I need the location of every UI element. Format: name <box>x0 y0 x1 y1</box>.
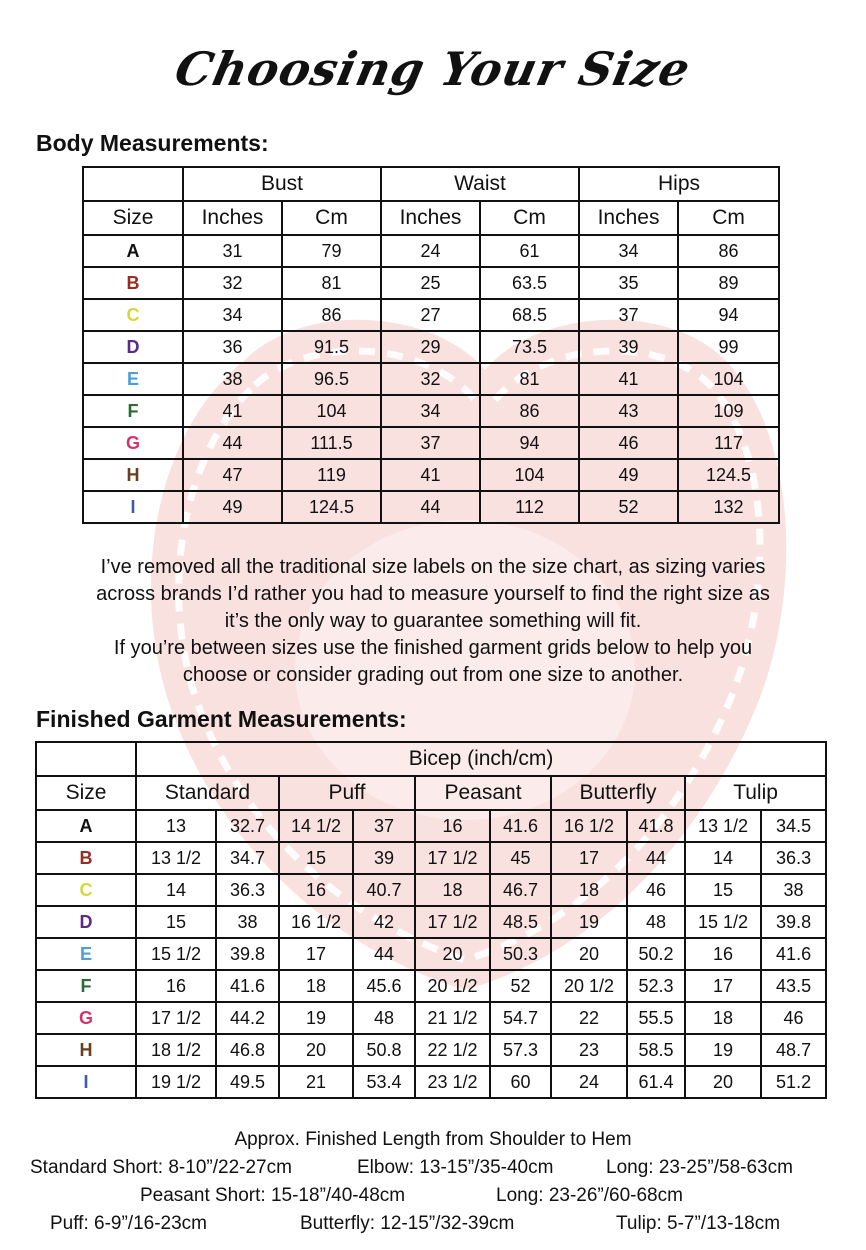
body-unit-header-row <box>83 201 779 235</box>
measurement-cell: 81 <box>480 363 579 395</box>
measurement-cell: 124.5 <box>282 491 381 523</box>
measurement-cell: 14 1/2 <box>279 810 353 842</box>
size-letter: D <box>36 906 136 938</box>
blank-corner-cell <box>83 167 183 201</box>
measurement-cell: 86 <box>480 395 579 427</box>
note-line: across brands I’d rather you had to measure yourself to find the right size as <box>96 583 770 605</box>
measurement-cell: 54.7 <box>490 1002 551 1034</box>
size-letter: I <box>83 491 183 523</box>
body-measurement-row <box>83 395 779 427</box>
measurement-cell: 58.5 <box>627 1034 685 1066</box>
measurement-cell: 44 <box>183 427 282 459</box>
measurement-cell: 55.5 <box>627 1002 685 1034</box>
size-letter: H <box>83 459 183 491</box>
peasant-short-length: Peasant Short: 15-18”/40-48cm <box>140 1185 406 1206</box>
measurement-cell: 50.2 <box>627 938 685 970</box>
measurement-cell: 18 1/2 <box>136 1034 216 1066</box>
measurement-cell: 52 <box>579 491 678 523</box>
body-measurement-row <box>83 235 779 267</box>
measurement-cell: 19 1/2 <box>136 1066 216 1098</box>
size-header: Size <box>36 776 136 810</box>
measurement-cell: 34 <box>381 395 480 427</box>
measurement-cell: 15 <box>685 874 761 906</box>
measurement-cell: 18 <box>551 874 627 906</box>
measurement-cell: 48.7 <box>761 1034 826 1066</box>
measurement-cell: 20 <box>551 938 627 970</box>
garment-measurement-row <box>36 874 826 906</box>
garment-measurement-row <box>36 970 826 1002</box>
puff-length: Puff: 6-9”/16-23cm <box>50 1213 208 1234</box>
measurement-cell: 19 <box>279 1002 353 1034</box>
measurement-cell: 15 <box>136 906 216 938</box>
style-header-standard: Standard <box>136 776 279 810</box>
measurement-cell: 22 1/2 <box>415 1034 490 1066</box>
measurement-cell: 18 <box>415 874 490 906</box>
body-measurement-row <box>83 331 779 363</box>
measurement-cell: 89 <box>678 267 779 299</box>
measurement-cell: 17 1/2 <box>136 1002 216 1034</box>
measurement-cell: 46.7 <box>490 874 551 906</box>
measurement-cell: 36.3 <box>761 842 826 874</box>
measurement-cell: 44.2 <box>216 1002 279 1034</box>
measurement-cell: 37 <box>353 810 415 842</box>
measurement-cell: 17 <box>279 938 353 970</box>
measurement-cell: 132 <box>678 491 779 523</box>
measurement-cell: 57.3 <box>490 1034 551 1066</box>
measurement-cell: 86 <box>678 235 779 267</box>
measurement-cell: 117 <box>678 427 779 459</box>
measurement-cell: 14 <box>136 874 216 906</box>
measurement-cell: 45.6 <box>353 970 415 1002</box>
style-header-row <box>36 776 826 810</box>
measurement-cell: 44 <box>353 938 415 970</box>
measurement-cell: 16 <box>136 970 216 1002</box>
measurement-cell: 39 <box>353 842 415 874</box>
measurement-cell: 73.5 <box>480 331 579 363</box>
measurement-cell: 48.5 <box>490 906 551 938</box>
measurement-cell: 63.5 <box>480 267 579 299</box>
size-letter: C <box>83 299 183 331</box>
measurement-cell: 86 <box>282 299 381 331</box>
size-letter: B <box>83 267 183 299</box>
unit-header: Inches <box>381 201 480 235</box>
bicep-header-row <box>36 742 826 776</box>
measurement-cell: 49.5 <box>216 1066 279 1098</box>
measurement-cell: 20 <box>685 1066 761 1098</box>
garment-measurement-row <box>36 938 826 970</box>
measurement-cell: 39 <box>579 331 678 363</box>
measurement-cell: 36 <box>183 331 282 363</box>
measurement-cell: 43 <box>579 395 678 427</box>
standard-short-length: Standard Short: 8-10”/22-27cm <box>30 1157 292 1178</box>
measurement-cell: 37 <box>579 299 678 331</box>
measurement-cell: 38 <box>761 874 826 906</box>
measurement-cell: 119 <box>282 459 381 491</box>
peasant-lengths-line <box>0 1182 866 1210</box>
measurement-cell: 104 <box>480 459 579 491</box>
measurement-cell: 50.8 <box>353 1034 415 1066</box>
size-letter: A <box>83 235 183 267</box>
measurement-cell: 20 1/2 <box>415 970 490 1002</box>
measurement-cell: 15 <box>279 842 353 874</box>
measurement-cell: 104 <box>282 395 381 427</box>
unit-header: Inches <box>579 201 678 235</box>
measurement-cell: 24 <box>551 1066 627 1098</box>
body-group-header-row <box>83 167 779 201</box>
measurement-cell: 16 <box>685 938 761 970</box>
size-letter: C <box>36 874 136 906</box>
note-line: I’ve removed all the traditional size labels on the size chart, as sizing varies <box>100 556 766 578</box>
other-lengths-line <box>0 1210 866 1238</box>
measurement-cell: 41 <box>183 395 282 427</box>
measurement-cell: 49 <box>183 491 282 523</box>
measurement-cell: 18 <box>279 970 353 1002</box>
size-letter: H <box>36 1034 136 1066</box>
sizing-notes <box>20 554 846 689</box>
measurement-cell: 36.3 <box>216 874 279 906</box>
body-measurement-row <box>83 363 779 395</box>
measurement-cell: 16 1/2 <box>279 906 353 938</box>
measurement-cell: 16 <box>415 810 490 842</box>
body-measurements-table <box>82 166 780 524</box>
measurement-cell: 40.7 <box>353 874 415 906</box>
body-measurement-row <box>83 267 779 299</box>
measurement-cell: 94 <box>678 299 779 331</box>
measurement-cell: 41.8 <box>627 810 685 842</box>
measurement-cell: 48 <box>353 1002 415 1034</box>
standard-long-length: Long: 23-25”/58-63cm <box>606 1157 793 1178</box>
measurement-cell: 13 1/2 <box>136 842 216 874</box>
measurement-cell: 17 <box>685 970 761 1002</box>
unit-header: Cm <box>678 201 779 235</box>
measurement-cell: 39.8 <box>761 906 826 938</box>
body-measurement-row <box>83 459 779 491</box>
measurement-cell: 41 <box>579 363 678 395</box>
measurement-cell: 20 <box>279 1034 353 1066</box>
size-letter: E <box>36 938 136 970</box>
measurement-cell: 23 <box>551 1034 627 1066</box>
measurement-cell: 46.8 <box>216 1034 279 1066</box>
peasant-long-length: Long: 23-26”/60-68cm <box>496 1185 683 1206</box>
measurement-cell: 109 <box>678 395 779 427</box>
measurement-cell: 41.6 <box>216 970 279 1002</box>
measurement-cell: 31 <box>183 235 282 267</box>
size-letter: I <box>36 1066 136 1098</box>
measurement-cell: 44 <box>381 491 480 523</box>
measurement-cell: 48 <box>627 906 685 938</box>
style-header-tulip: Tulip <box>685 776 826 810</box>
measurement-cell: 46 <box>761 1002 826 1034</box>
measurement-cell: 79 <box>282 235 381 267</box>
measurement-cell: 94 <box>480 427 579 459</box>
measurement-cell: 32 <box>381 363 480 395</box>
page-title: Choosing Your Size <box>170 42 696 96</box>
measurement-cell: 38 <box>216 906 279 938</box>
measurement-cell: 68.5 <box>480 299 579 331</box>
size-letter: D <box>83 331 183 363</box>
measurement-cell: 42 <box>353 906 415 938</box>
measurement-cell: 111.5 <box>282 427 381 459</box>
measurement-cell: 52.3 <box>627 970 685 1002</box>
measurement-cell: 20 <box>415 938 490 970</box>
finished-lengths <box>0 1126 866 1238</box>
measurement-cell: 104 <box>678 363 779 395</box>
measurement-cell: 43.5 <box>761 970 826 1002</box>
garment-measurement-row <box>36 1066 826 1098</box>
bust-header: Bust <box>183 167 381 201</box>
garment-measurement-row <box>36 810 826 842</box>
size-header: Size <box>83 201 183 235</box>
measurement-cell: 23 1/2 <box>415 1066 490 1098</box>
measurement-cell: 14 <box>685 842 761 874</box>
body-measurement-row <box>83 427 779 459</box>
standard-elbow-length: Elbow: 13-15”/35-40cm <box>357 1157 554 1178</box>
measurement-cell: 21 <box>279 1066 353 1098</box>
note-line: If you’re between sizes use the finished garment grids below to help you <box>113 637 753 659</box>
measurement-cell: 37 <box>381 427 480 459</box>
body-measurement-row <box>83 299 779 331</box>
size-letter: A <box>36 810 136 842</box>
measurement-cell: 44 <box>627 842 685 874</box>
measurement-cell: 19 <box>685 1034 761 1066</box>
measurement-cell: 41.6 <box>761 938 826 970</box>
measurement-cell: 24 <box>381 235 480 267</box>
measurement-cell: 27 <box>381 299 480 331</box>
measurement-cell: 34 <box>183 299 282 331</box>
garment-measurement-row <box>36 1002 826 1034</box>
measurement-cell: 13 1/2 <box>685 810 761 842</box>
measurement-cell: 39.8 <box>216 938 279 970</box>
size-letter: F <box>83 395 183 427</box>
measurement-cell: 52 <box>490 970 551 1002</box>
tulip-length: Tulip: 5-7”/13-18cm <box>616 1213 781 1234</box>
measurement-cell: 41.6 <box>490 810 551 842</box>
measurement-cell: 91.5 <box>282 331 381 363</box>
measurement-cell: 22 <box>551 1002 627 1034</box>
measurement-cell: 38 <box>183 363 282 395</box>
garment-measurement-row <box>36 906 826 938</box>
measurement-cell: 32 <box>183 267 282 299</box>
finished-garment-table <box>35 741 827 1099</box>
measurement-cell: 17 1/2 <box>415 842 490 874</box>
measurement-cell: 51.2 <box>761 1066 826 1098</box>
unit-header: Cm <box>282 201 381 235</box>
size-letter: E <box>83 363 183 395</box>
measurement-cell: 49 <box>579 459 678 491</box>
measurement-cell: 53.4 <box>353 1066 415 1098</box>
bicep-header: Bicep (inch/cm) <box>136 742 826 776</box>
body-measurement-row <box>83 491 779 523</box>
finished-garment-heading: Finished Garment Measurements: <box>36 706 407 732</box>
standard-lengths-line <box>0 1154 866 1182</box>
size-letter: G <box>83 427 183 459</box>
unit-header: Inches <box>183 201 282 235</box>
measurement-cell: 46 <box>579 427 678 459</box>
measurement-cell: 16 <box>279 874 353 906</box>
garment-measurement-row <box>36 1034 826 1066</box>
body-measurements-heading: Body Measurements: <box>36 130 269 156</box>
measurement-cell: 81 <box>282 267 381 299</box>
measurement-cell: 47 <box>183 459 282 491</box>
style-header-puff: Puff <box>279 776 415 810</box>
measurement-cell: 20 1/2 <box>551 970 627 1002</box>
measurement-cell: 50.3 <box>490 938 551 970</box>
measurement-cell: 46 <box>627 874 685 906</box>
waist-header: Waist <box>381 167 579 201</box>
measurement-cell: 61 <box>480 235 579 267</box>
measurement-cell: 45 <box>490 842 551 874</box>
measurement-cell: 15 1/2 <box>136 938 216 970</box>
measurement-cell: 17 1/2 <box>415 906 490 938</box>
measurement-cell: 13 <box>136 810 216 842</box>
measurement-cell: 34.5 <box>761 810 826 842</box>
measurement-cell: 60 <box>490 1066 551 1098</box>
size-letter: G <box>36 1002 136 1034</box>
lengths-title-line <box>0 1126 866 1154</box>
measurement-cell: 99 <box>678 331 779 363</box>
measurement-cell: 21 1/2 <box>415 1002 490 1034</box>
blank-corner-cell <box>36 742 136 776</box>
measurement-cell: 112 <box>480 491 579 523</box>
size-letter: F <box>36 970 136 1002</box>
measurement-cell: 61.4 <box>627 1066 685 1098</box>
style-header-peasant: Peasant <box>415 776 551 810</box>
style-header-butterfly: Butterfly <box>551 776 685 810</box>
lengths-title: Approx. Finished Length from Shoulder to Hem <box>234 1129 632 1150</box>
measurement-cell: 19 <box>551 906 627 938</box>
measurement-cell: 35 <box>579 267 678 299</box>
size-letter: B <box>36 842 136 874</box>
garment-measurement-row <box>36 842 826 874</box>
unit-header: Cm <box>480 201 579 235</box>
measurement-cell: 41 <box>381 459 480 491</box>
measurement-cell: 25 <box>381 267 480 299</box>
butterfly-length: Butterfly: 12-15”/32-39cm <box>300 1213 515 1234</box>
measurement-cell: 34 <box>579 235 678 267</box>
measurement-cell: 18 <box>685 1002 761 1034</box>
note-line: it’s the only way to guarantee something will fit. <box>224 610 642 632</box>
measurement-cell: 34.7 <box>216 842 279 874</box>
measurement-cell: 96.5 <box>282 363 381 395</box>
measurement-cell: 16 1/2 <box>551 810 627 842</box>
measurement-cell: 32.7 <box>216 810 279 842</box>
measurement-cell: 124.5 <box>678 459 779 491</box>
note-line: choose or consider grading out from one size to another. <box>182 664 684 686</box>
measurement-cell: 15 1/2 <box>685 906 761 938</box>
measurement-cell: 17 <box>551 842 627 874</box>
measurement-cell: 29 <box>381 331 480 363</box>
hips-header: Hips <box>579 167 779 201</box>
